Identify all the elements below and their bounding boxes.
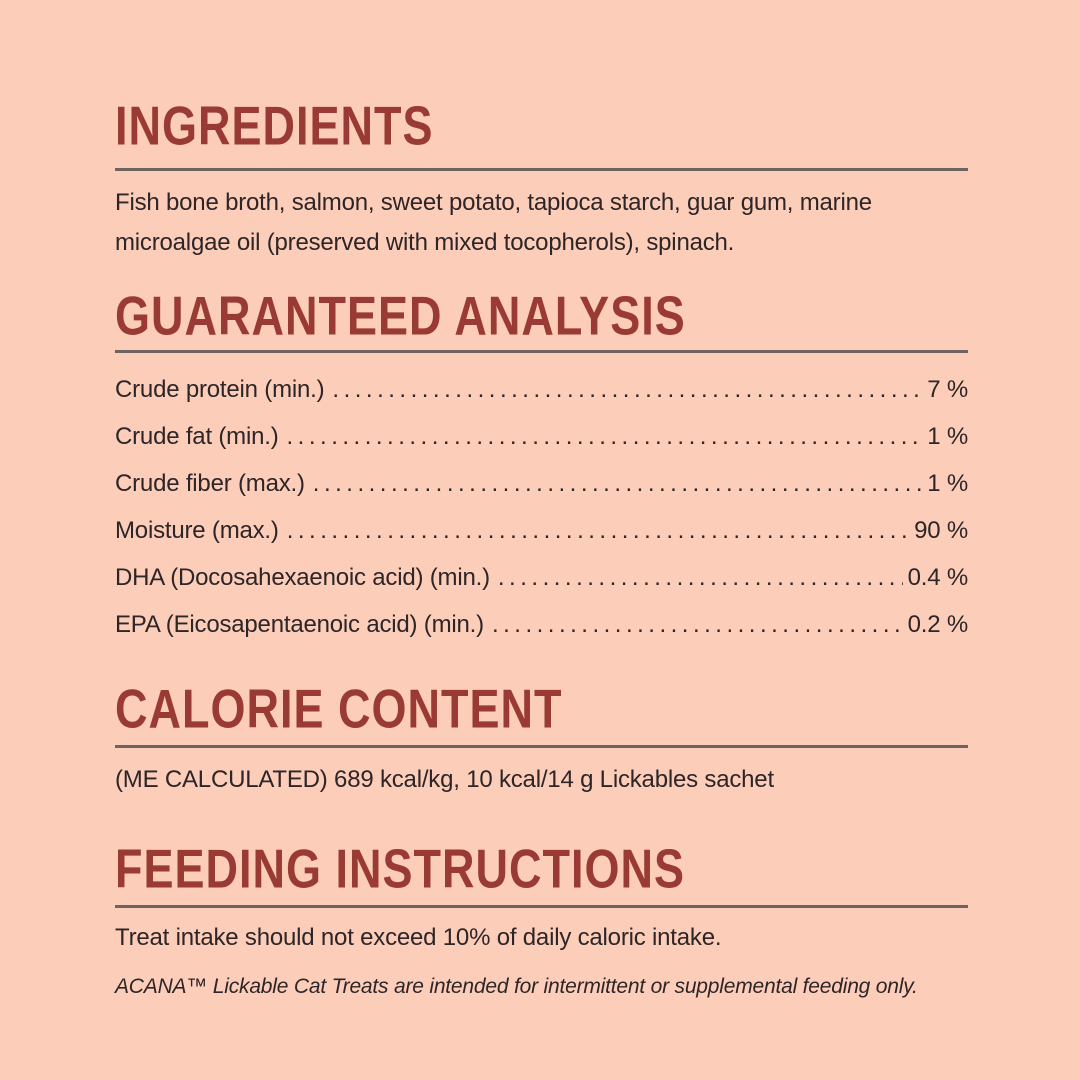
feeding-instructions-title — [115, 837, 968, 900]
analysis-value: 1 % — [927, 470, 968, 497]
dot-leader — [498, 554, 903, 601]
analysis-row — [115, 366, 968, 413]
guaranteed-analysis-title-text: GUARANTEED ANALYSIS — [115, 284, 686, 347]
section-feeding-instructions — [115, 837, 968, 1002]
analysis-value: 0.2 % — [907, 611, 968, 638]
dot-leader — [287, 507, 909, 554]
analysis-row — [115, 601, 968, 648]
calorie-content-divider — [115, 745, 968, 748]
analysis-label: Crude fat (min.) — [115, 423, 279, 450]
calorie-content-title-text: CALORIE CONTENT — [115, 677, 563, 740]
analysis-row — [115, 554, 968, 601]
analysis-label: DHA (Docosahexaenoic acid) (min.) — [115, 564, 490, 591]
analysis-label: Crude fiber (max.) — [115, 470, 305, 497]
dot-leader — [313, 460, 922, 507]
analysis-value: 0.4 % — [907, 564, 968, 591]
analysis-label: Moisture (max.) — [115, 517, 279, 544]
guaranteed-analysis-divider — [115, 350, 968, 353]
dot-leader — [492, 601, 903, 648]
ingredients-body: Fish bone broth, salmon, sweet potato, tapioca starch, guar gum, marine microalgae oil (preserved with mixed tocopherols), spinach. — [115, 189, 872, 256]
analysis-value: 90 % — [914, 517, 968, 544]
calorie-content-title — [115, 677, 968, 740]
guaranteed-analysis-title — [115, 284, 968, 347]
analysis-label: Crude protein (min.) — [115, 376, 325, 403]
calorie-content-body: (ME CALCULATED) 689 kcal/kg, 10 kcal/14 g Lickables sachet — [115, 766, 774, 793]
section-ingredients — [115, 94, 968, 263]
analysis-value: 1 % — [927, 423, 968, 450]
ingredients-title — [115, 94, 968, 157]
dot-leader — [287, 413, 923, 460]
feeding-note: ACANA™ Lickable Cat Treats are intended for intermittent or supplemental feeding only. — [115, 975, 918, 998]
section-guaranteed-analysis — [115, 284, 968, 648]
guaranteed-analysis-table — [115, 366, 968, 648]
analysis-row — [115, 460, 968, 507]
feeding-instructions-body: Treat intake should not exceed 10% of daily caloric intake. — [115, 924, 722, 951]
analysis-row — [115, 507, 968, 554]
analysis-row — [115, 413, 968, 460]
ingredients-divider — [115, 168, 968, 171]
ingredients-title-text: INGREDIENTS — [115, 94, 434, 157]
dot-leader — [332, 366, 922, 413]
feeding-instructions-divider — [115, 905, 968, 908]
analysis-value: 7 % — [927, 376, 968, 403]
feeding-instructions-title-text: FEEDING INSTRUCTIONS — [115, 837, 686, 900]
section-calorie-content — [115, 677, 968, 800]
analysis-label: EPA (Eicosapentaenoic acid) (min.) — [115, 611, 484, 638]
